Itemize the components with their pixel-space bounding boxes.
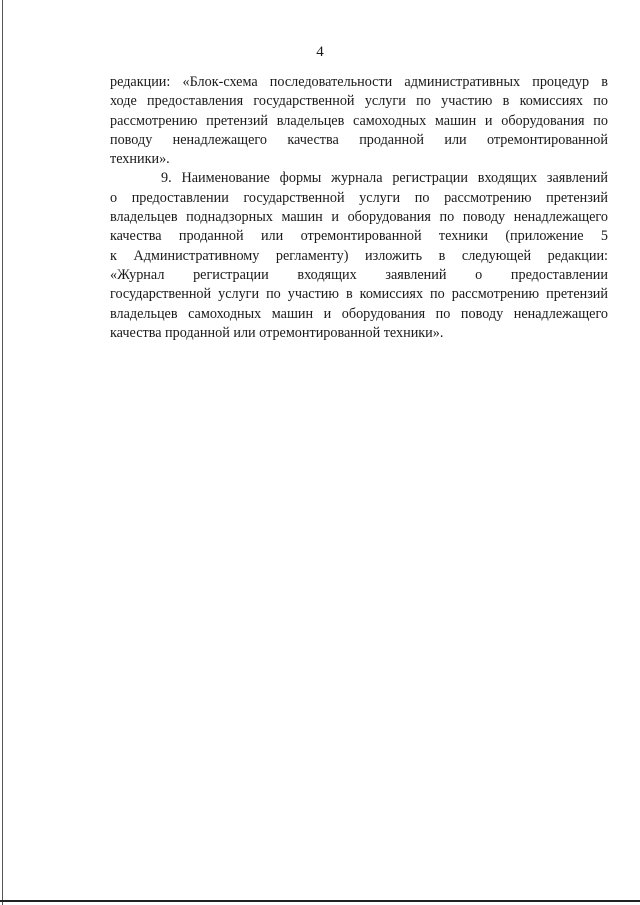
text-line: владельцев поднадзорных машин и оборудования по поводу ненадлежащего (110, 209, 608, 226)
text-line: ходе предоставления государственной услуги по участию в комиссиях по (110, 93, 608, 110)
paragraph-9-start: 9. Наименование формы журнала регистрации входящих заявлений (161, 170, 608, 187)
text-line: государственной услуги по участию в комиссиях по рассмотрению претензий (110, 286, 608, 303)
text-line: рассмотрению претензий владельцев самоходных машин и оборудования по (110, 112, 608, 129)
text-line: «Журнал регистрации входящих заявлений о предоставлении (110, 266, 608, 283)
text-line: поводу ненадлежащего качества проданной или отремонтированной (110, 131, 608, 148)
text-line: о предоставлении государственной услуги по рассмотрению претензий (110, 189, 608, 206)
scan-bottom-edge (0, 900, 640, 902)
text-line: к Административному регламенту) изложить в следующей редакции: (110, 247, 608, 264)
text-line: техники». (110, 151, 170, 168)
page-number: 4 (316, 44, 324, 60)
text-line: качества проданной или отремонтированной техники (приложение 5 (110, 228, 608, 245)
body-text (110, 73, 608, 343)
scan-left-edge (2, 0, 3, 905)
text-line: владельцев самоходных машин и оборудования по поводу ненадлежащего (110, 305, 608, 322)
text-line: редакции: «Блок-схема последовательности административных процедур в (110, 74, 608, 90)
text-line: качества проданной или отремонтированной техники». (110, 324, 444, 341)
